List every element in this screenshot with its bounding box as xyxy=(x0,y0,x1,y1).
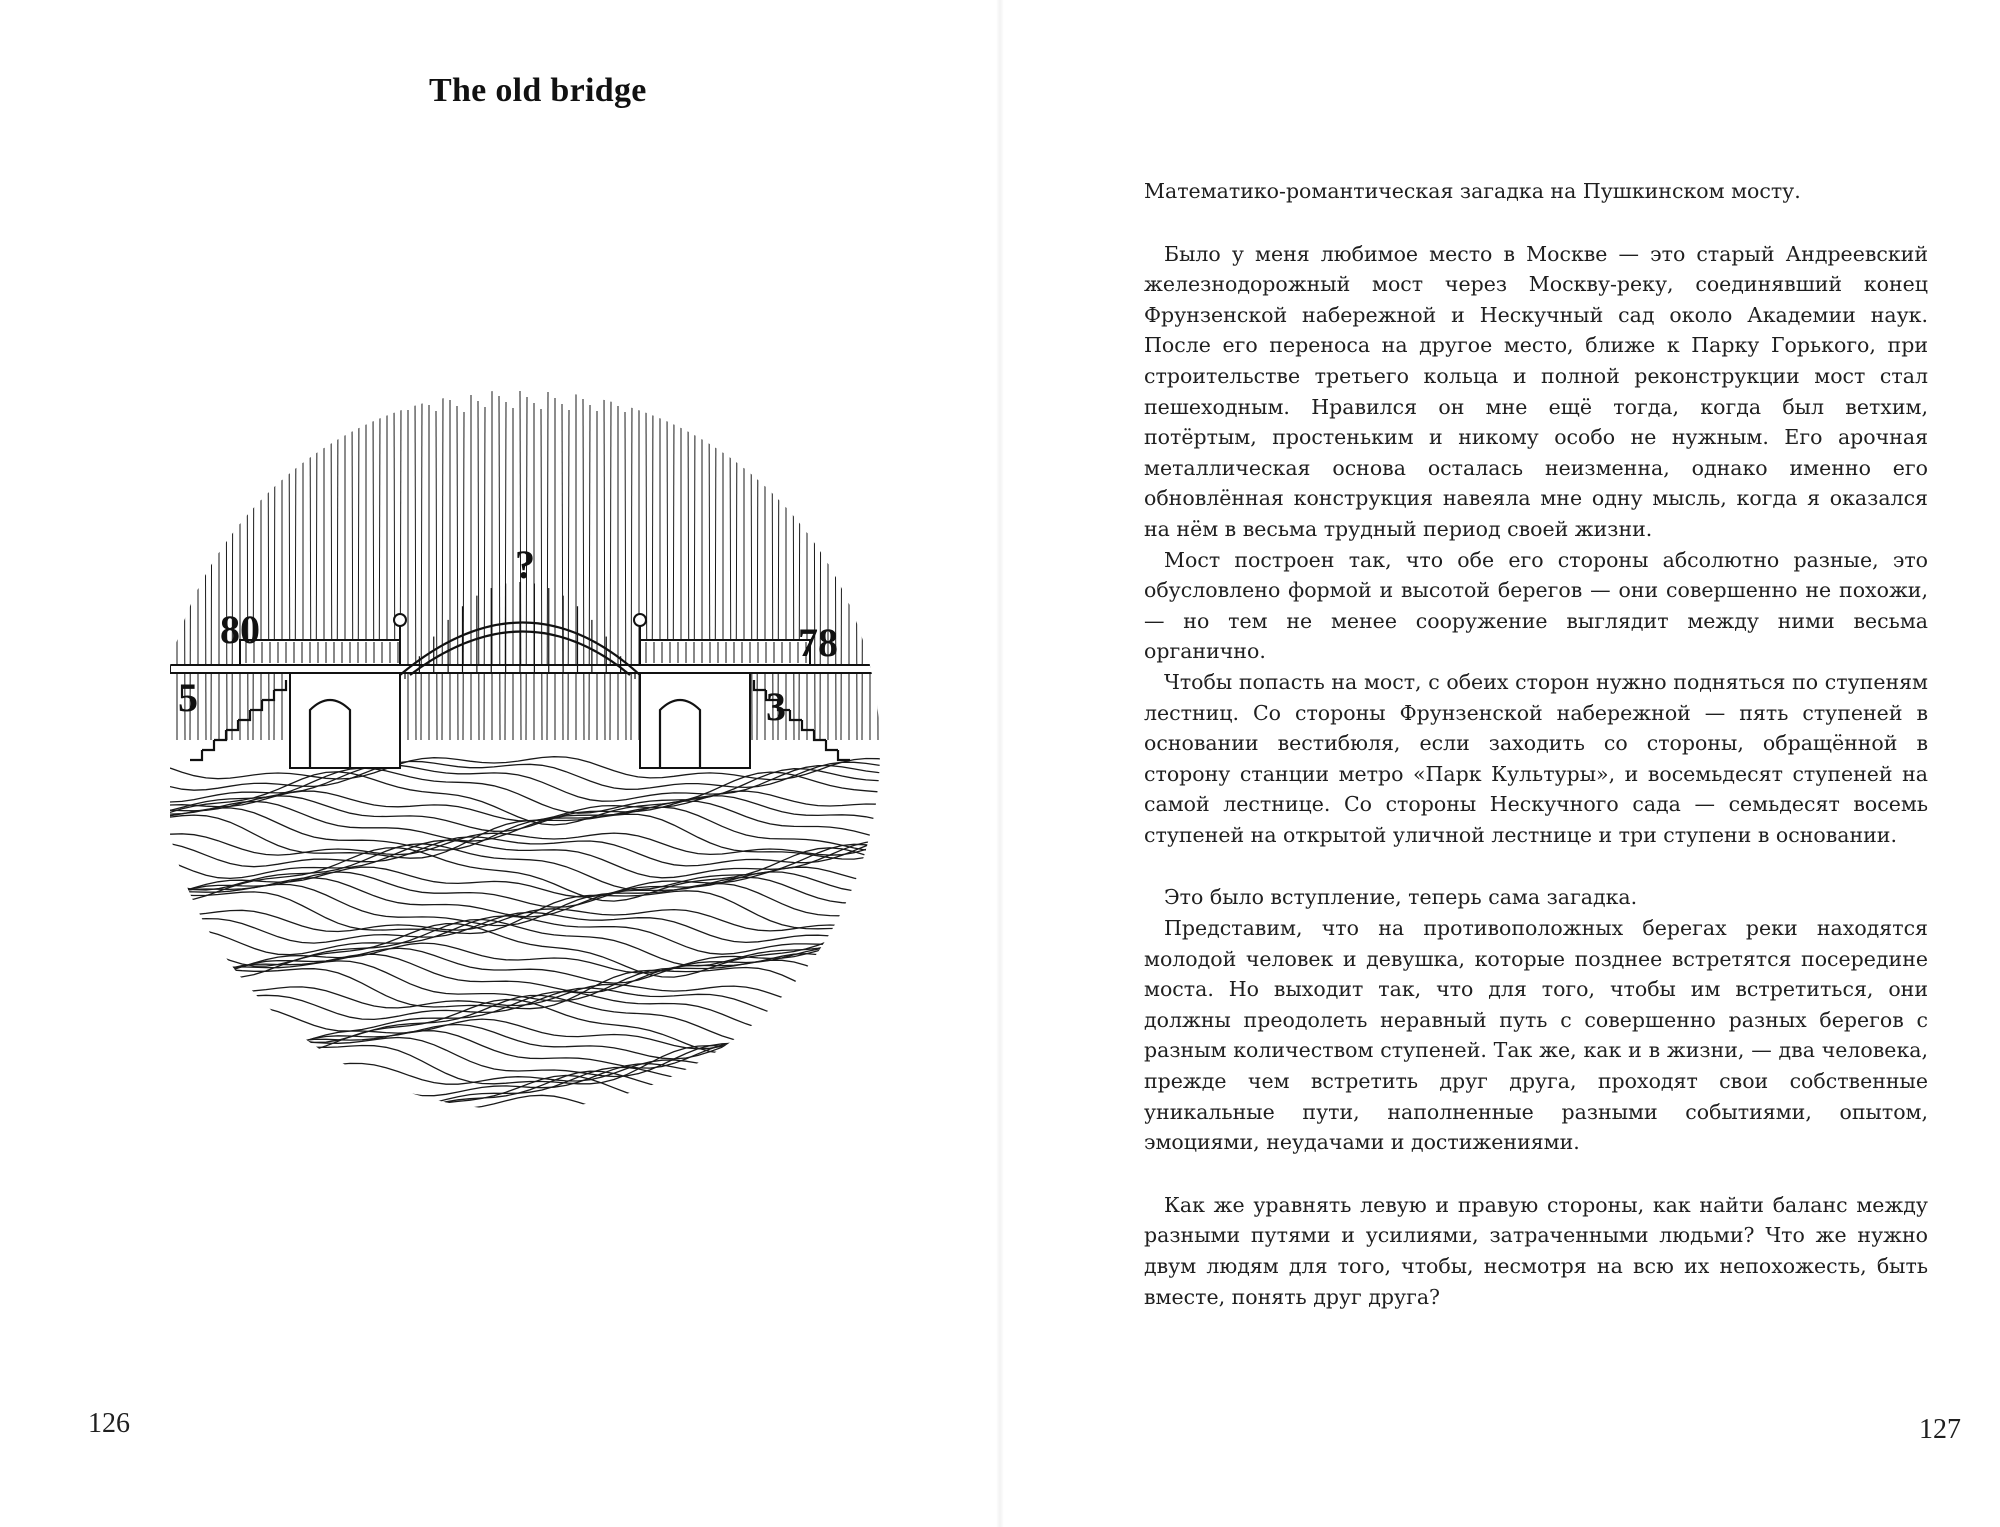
bridge-structure xyxy=(170,582,890,768)
label-left-bottom: 5 xyxy=(178,675,198,720)
page-number-right: 127 xyxy=(1919,1414,1961,1445)
bridge-drawing xyxy=(170,350,890,1110)
label-center-question: ? xyxy=(515,542,535,587)
paragraph-5: Представим, что на противоположных берегах реки находятся молодой человек и девушка, которые позднее встретятся посередине моста. Но выходит так, что для того, чтобы им встретиться, они должны преодолеть неравный путь с совершенно разных берегов с разным количеством ступеней. Так же, как и в жизни, — два человека, прежде чем встретить друг друга, проходят свои собственные уникальные пути, наполненные разными событиями, опытом, эмоциями, неудачами и достижениями. xyxy=(1144,916,1928,1155)
paragraph-2: Мост построен так, что обе его стороны абсолютно разные, это обусловлено формой и высотой берегов — они совершенно не похожи, — но тем не менее сооружение выглядит между ними весьма органично. xyxy=(1144,547,1928,664)
river-waves xyxy=(170,757,890,1110)
page-title: The old bridge xyxy=(429,72,647,109)
label-right-top: 78 xyxy=(798,620,838,665)
paragraph-1: Было у меня любимое место в Москве — это старый Андреевский железнодорожный мост через Москву-реку, соединявший конец Фрунзенской набережной и Нескучный сад около Академии наук. После его переноса на другое место, ближе к Парку Горького, при строительстве третьего кольца и полной реконструкции мост стал пешеходным. Нравился он мне ещё тогда, когда был ветхим, потёртым, простеньким и никому особо не нужным. Его арочная металлическая основа осталась неизменна, однако именно его обновлённая конструкция навеяла мне одну мысль, когда я оказался на нём в весьма трудный период своей жизни. xyxy=(1144,241,1928,541)
label-right-bottom: 3 xyxy=(766,684,786,729)
page-number-left: 126 xyxy=(88,1408,130,1439)
paragraph-intro: Математико-романтическая загадка на Пушкинском мосту. xyxy=(1144,179,1801,203)
paragraph-4: Это было вступление, теперь сама загадка. xyxy=(1164,885,1638,910)
body-text xyxy=(1144,176,1928,1312)
bridge-illustration xyxy=(170,350,890,1110)
paragraph-6: Как же уравнять левую и правую стороны, как найти баланс между разными путями и усилиями, затраченными людьми? Что же нужно двум людям для того, чтобы, несмотря на всю их непохожесть, быть вместе, понять друг друга? xyxy=(1144,1192,1928,1309)
label-left-top: 80 xyxy=(220,607,260,652)
right-page xyxy=(1000,0,2000,1527)
paragraph-3: Чтобы попасть на мост, с обеих сторон нужно подняться по ступеням лестниц. Со стороны Фрунзенской набережной — пять ступеней в основании вестибюля, если заходить со стороны, обращённой в сторону станции метро «Парк Культуры», и восемьдесят ступеней на самой лестнице. Со стороны Нескучного сада — семьдесят восемь ступеней на открытой уличной лестнице и три ступени в основании. xyxy=(1144,669,1928,847)
